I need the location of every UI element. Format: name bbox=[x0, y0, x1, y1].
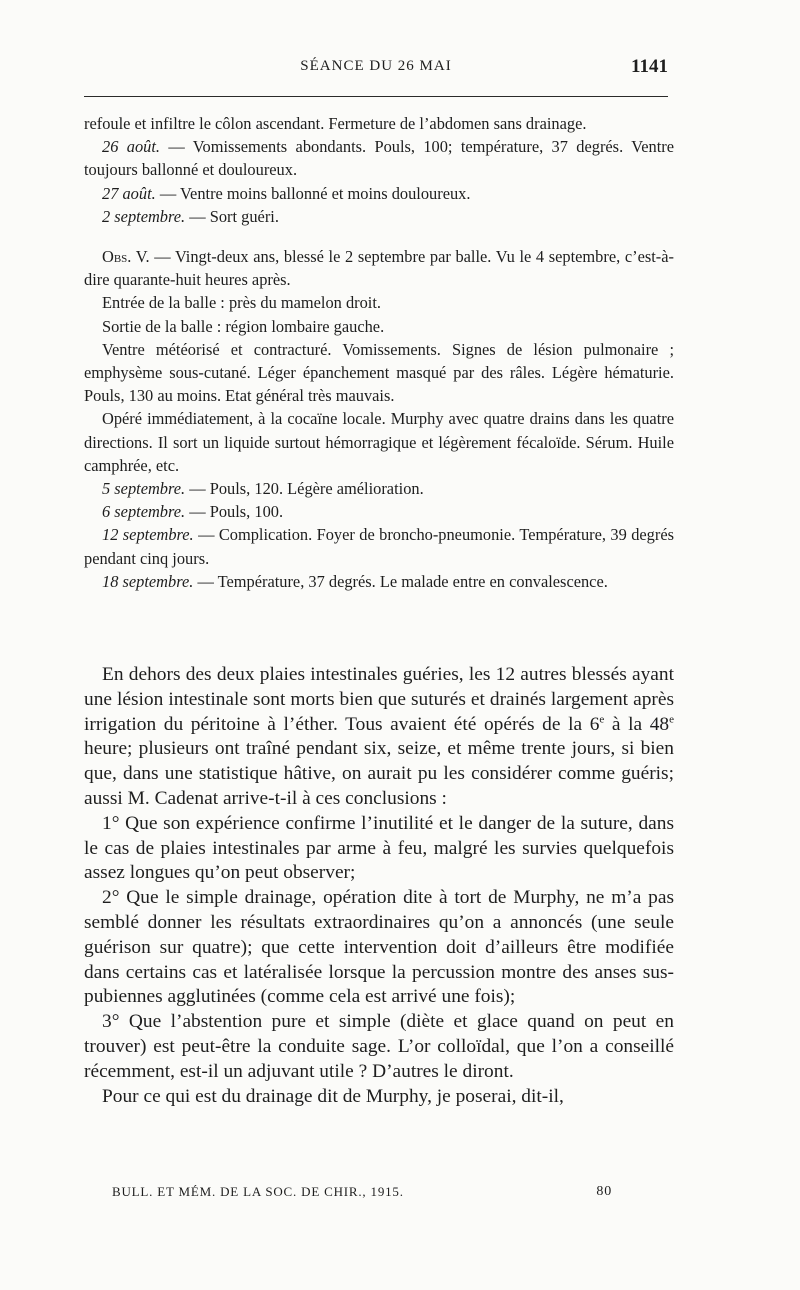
entry-date: 6 septembre. bbox=[102, 502, 186, 522]
dated-entry bbox=[84, 477, 674, 500]
dated-entry bbox=[84, 205, 674, 228]
entry-text: — Température, 37 degrés. Le malade entre en convalescence. bbox=[193, 571, 608, 591]
entry-text: — Vomissements abondants. Pouls, 100; température, 37 degrés. Ventre toujours ballonné et douloureux. bbox=[84, 137, 674, 180]
conclusion-1: 1° Que son expérience confirme l’inutilité et le danger de la suture, dans le cas de plaies intestinales par arme à feu, malgré les survies quelquefois assez longues qu’on peut observer; bbox=[84, 812, 674, 884]
observation-block bbox=[84, 112, 674, 593]
body-paragraph bbox=[84, 663, 674, 812]
observation-line: Sortie de la balle : région lombaire gauche. bbox=[102, 316, 385, 336]
journal-reference: BULL. ET MÉM. DE LA SOC. DE CHIR., 1915. bbox=[112, 1184, 404, 1199]
entry-date: 12 septembre. bbox=[102, 525, 194, 545]
page-number: 1141 bbox=[631, 56, 668, 77]
body-text bbox=[84, 663, 674, 1109]
conclusion-3: 3° Que l’abstention pure et simple (diète et glace quand on peut en trouver) est peut-être la conduite sage. L’or colloïdal, que l’on a conseillé récemment, est-il un adjuvant utile ? D’autres le diront. bbox=[84, 1011, 674, 1082]
entry-text: — Ventre moins ballonné et moins douloureux. bbox=[155, 183, 471, 203]
entry-date: 5 septembre. bbox=[102, 479, 186, 499]
header-rule bbox=[84, 96, 668, 97]
dated-entry bbox=[84, 523, 674, 569]
dated-entry bbox=[84, 182, 674, 205]
entry-text: — Pouls, 120. Légère amélioration. bbox=[185, 479, 424, 499]
body-text-run: à la 48 bbox=[604, 713, 670, 735]
superscript: e bbox=[599, 713, 605, 726]
signature-mark: 80 bbox=[596, 1184, 612, 1199]
superscript: e bbox=[669, 713, 674, 726]
observation-line: Entrée de la balle : près du mamelon droit. bbox=[102, 293, 382, 313]
running-title: SÉANCE DU 26 MAI bbox=[300, 58, 452, 74]
dated-entry bbox=[84, 500, 674, 523]
body-text-run: En dehors des deux plaies intestinales guéries, les 12 autres blessés ayant une lésion intestinale sont morts bien que suturés et drainés largement après irrigation du péritoine à l’éther. Tous avaient été opérés de la 6 bbox=[84, 664, 674, 735]
entry-date: 2 septembre. bbox=[102, 206, 186, 226]
observation-heading bbox=[84, 245, 674, 291]
body-text-run: heure; plusieurs ont traîné pendant six, seize, et même trente jours, si bien que, dans une statistique hâtive, on aurait pu les considérer comme guéris; aussi M. Cadenat arrive-t-il à ces conclusions : bbox=[84, 738, 674, 809]
entry-text: — Sort guéri. bbox=[185, 206, 279, 226]
dated-entry bbox=[84, 570, 674, 593]
page-header bbox=[84, 58, 668, 88]
entry-date: 26 août. bbox=[102, 137, 160, 157]
observation-intro: — Vingt-deux ans, blessé le 2 septembre par balle. Vu le 4 septembre, c’est-à-dire quarante-huit heures après. bbox=[84, 247, 674, 290]
entry-date: 18 septembre. bbox=[102, 571, 194, 591]
body-paragraph-last: Pour ce qui est du drainage dit de Murphy, je poserai, dit-il, bbox=[102, 1085, 564, 1107]
conclusion-2: 2° Que le simple drainage, opération dite à tort de Murphy, ne m’a pas semblé donner les résultats extraordinaires qu’on a annoncés (une seule guérison sur quatre); que cette intervention doit d’ailleurs être modifiée dans certains cas et latéralisée lorsque la percussion montre des anses sus-pubiennes agglutinées (comme cela est arrivé une fois); bbox=[84, 887, 674, 1008]
entry-text: — Complication. Foyer de broncho-pneumonie. Température, 39 degrés pendant cinq jours. bbox=[84, 525, 674, 568]
entry-text: — Pouls, 100. bbox=[185, 502, 284, 522]
entry-date: 27 août. bbox=[102, 183, 156, 203]
observation-line: Ventre météorisé et contracturé. Vomissements. Signes de lésion pulmonaire ; emphysème sous-cutané. Léger épanchement masqué par des râles. Légère hématurie. Pouls, 130 au moins. Etat général très mauvais. bbox=[84, 339, 674, 406]
observation-label: Obs. V. bbox=[102, 247, 150, 267]
observation-line: Opéré immédiatement, à la cocaïne locale. Murphy avec quatre drains dans les quatre directions. Il sort un liquide surtout hémorragique et légèrement fécaloïde. Sérum. Huile camphrée, etc. bbox=[84, 409, 674, 475]
carry-over-text: refoule et infiltre le côlon ascendant. Fermeture de l’abdomen sans drainage. bbox=[84, 114, 587, 133]
page-footer bbox=[112, 1184, 612, 1204]
dated-entry bbox=[84, 135, 674, 181]
